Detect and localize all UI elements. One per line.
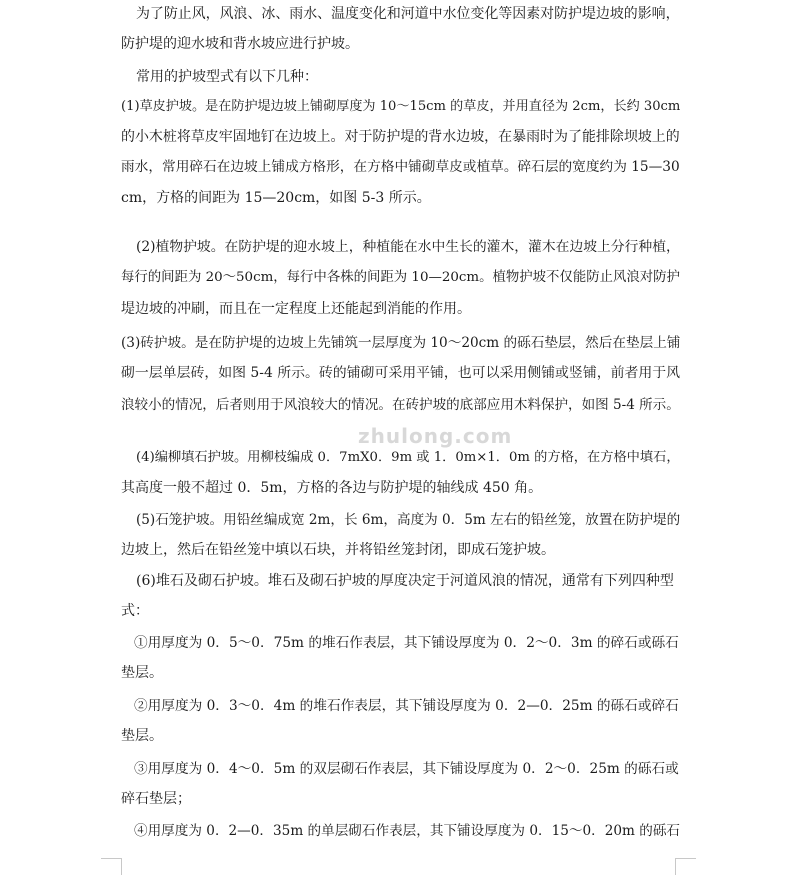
watermark: zhulong.com <box>358 424 513 448</box>
body-text-line: ④用厚度为 0．2—0．35m 的单层砌石作表层，其下铺设厚度为 0．15～0．20m 的砾石 <box>134 823 681 839</box>
body-text-line: 其高度一般不超过 0．5m，方格的各边与防护堤的轴线成 450 角。 <box>121 480 543 496</box>
body-text-line: (6)堆石及砌石护坡。堆石及砌石护坡的厚度决定于河道风浪的情况，通常有下列四种型 <box>136 573 674 589</box>
body-text-line: 每行的间距为 20～50cm，每行中各株的间距为 10—20cm。植物护坡不仅能防止风浪对防护 <box>121 270 680 285</box>
body-text-line: 为了防止风，风浪、冰、雨水、温度变化和河道中水位变化等因素对防护堤边坡的影响， <box>136 6 680 22</box>
body-text-line: 防护堤的迎水坡和背水坡应进行护坡。 <box>121 36 359 52</box>
body-text-line: 常用的护坡型式有以下几种： <box>136 69 318 85</box>
body-text-line: ②用厚度为 0．3～0．4m 的堆石作表层，其下铺设厚度为 0．2—0．25m 的砾石或碎石 <box>134 698 679 714</box>
body-text-line: (2)植物护坡。在防护堤的迎水坡上，种植能在水中生长的灌木，灌木在边坡上分行种植， <box>136 239 680 255</box>
body-text-line: 的小木桩将草皮牢固地钉在边坡上。对于防护堤的背水边坡，在暴雨时为了能排除坝坡上的 <box>121 129 680 145</box>
body-text-line: (3)砖护坡。是在防护堤的边坡上先铺筑一层厚度为 10～20cm 的砾石垫层，然后在垫层上铺 <box>121 335 681 351</box>
body-text-line: ③用厚度为 0．4～0．5m 的双层砌石作表层，其下铺设厚度为 0．2～0．25m 的砾石或 <box>134 761 679 777</box>
body-text-line: 垫层。 <box>121 665 163 681</box>
body-text-line: ①用厚度为 0．5～0．75m 的堆石作表层，其下铺设厚度为 0．2～0．3m 的碎石或砾石 <box>134 635 679 651</box>
body-text-line: (4)编柳填石护坡。用柳枝编成 0．7mX0．9m 或 1．0m×1．0m 的方格，在方格中填石， <box>136 450 680 465</box>
body-text-line: 式： <box>121 603 149 619</box>
body-text-line: 砌一层单层砖，如图 5-4 所示。砖的铺砌可采用平铺，也可以采用侧铺或竖铺，前者用于风 <box>121 365 681 381</box>
body-text-line: 浪较小的情况，后者则用于风浪较大的情况。在砖护坡的底部应用木料保护，如图 5-4 所示。 <box>121 397 680 413</box>
body-text-line: 堤边坡的冲刷，而且在一定程度上还能起到消能的作用。 <box>121 301 471 317</box>
body-text-line: 雨水，常用碎石在边坡上铺成方格形，在方格中铺砌草皮或植草。碎石层的宽度约为 15—30 <box>121 159 680 175</box>
body-text-line: 碎石垫层； <box>121 791 191 807</box>
body-text-line: 边坡上，然后在铅丝笼中填以石块，并将铅丝笼封闭，即成石笼护坡。 <box>121 542 555 558</box>
body-text-line: (5)石笼护坡。用铅丝编成宽 2m，长 6m，高度为 0．5m 左右的铅丝笼，放置在防护堤的 <box>136 512 681 528</box>
body-text-line: 垫层。 <box>121 728 163 744</box>
crop-mark-bottom-right <box>675 858 696 875</box>
body-text-line: cm，方格的间距为 15—20cm，如图 5-3 所示。 <box>121 190 431 206</box>
crop-mark-bottom-left <box>101 858 122 875</box>
body-text-line: (1)草皮护坡。是在防护堤边坡上铺砌厚度为 10～15cm 的草皮，并用直径为 2cm，长约 30cm <box>121 99 681 114</box>
